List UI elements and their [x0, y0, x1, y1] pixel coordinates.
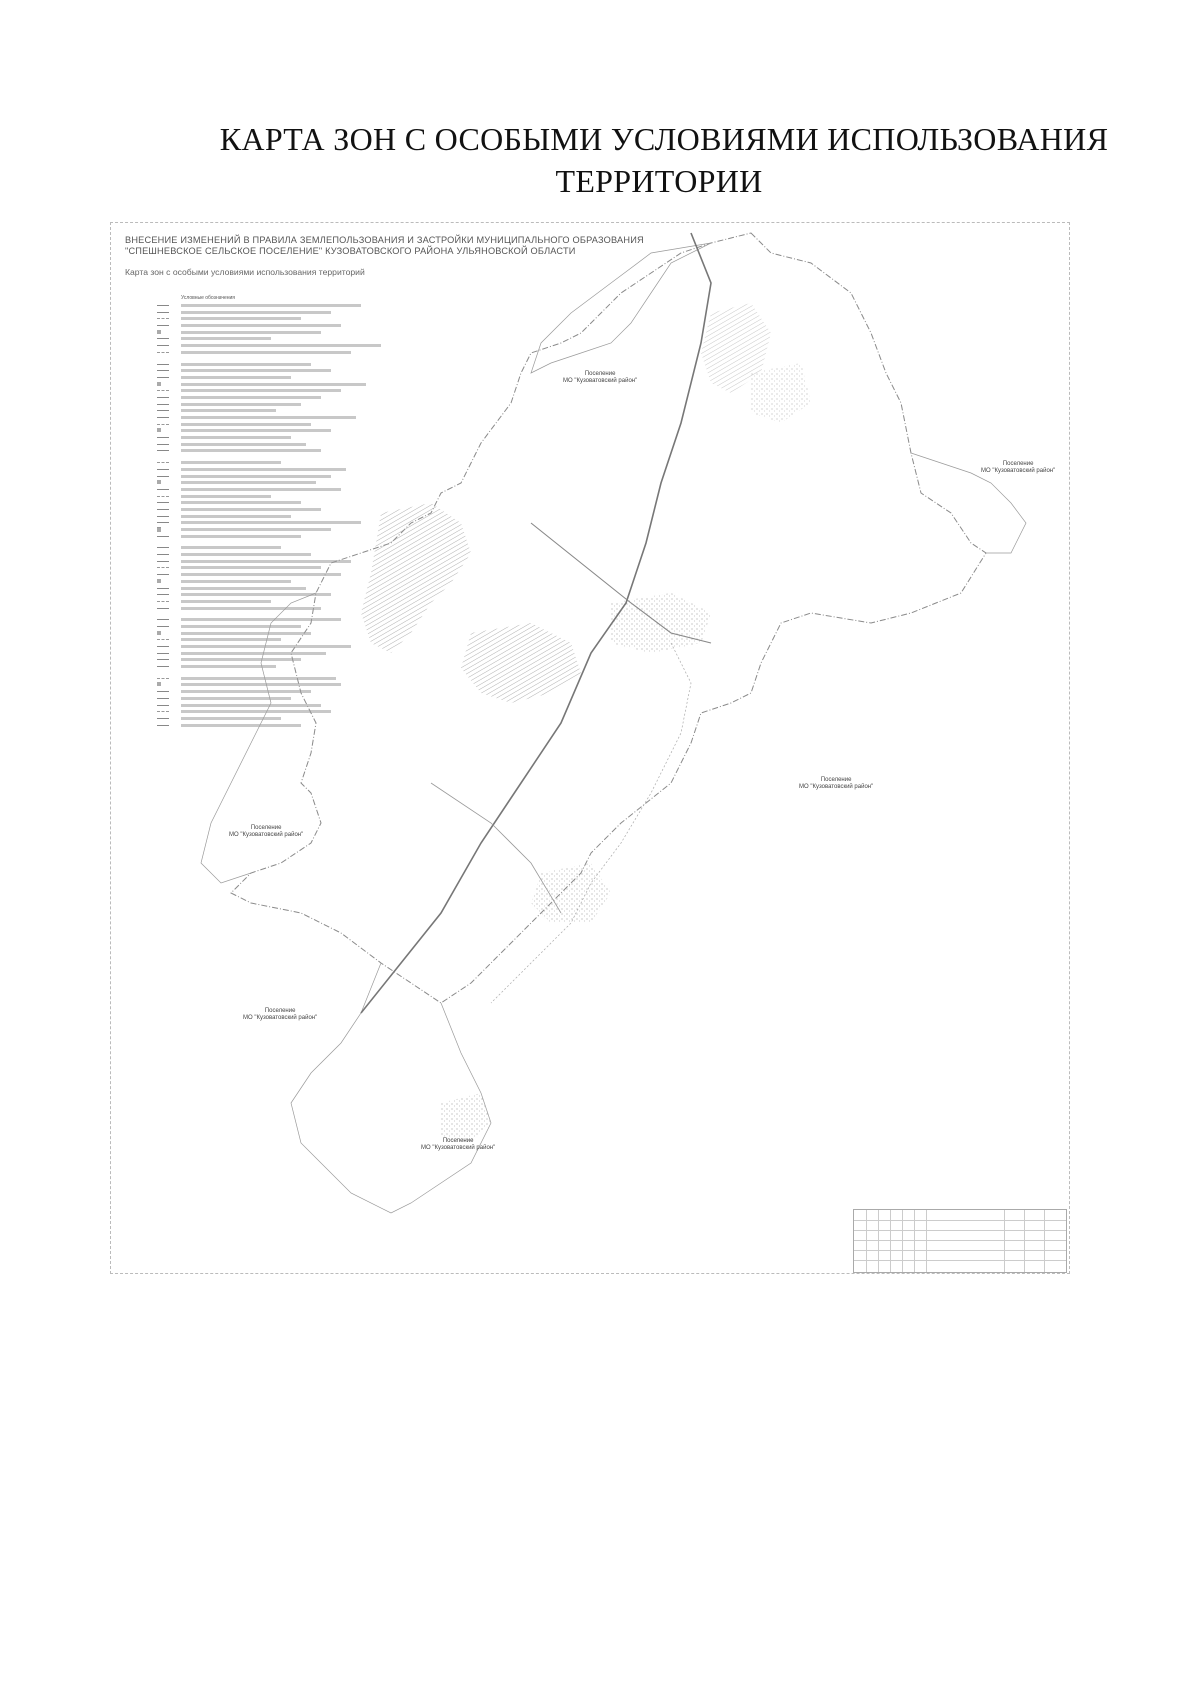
legend-row: [125, 551, 455, 558]
legend-row: [125, 715, 455, 722]
legend-symbol: [157, 653, 169, 654]
legend-text: [181, 710, 331, 713]
stamp-column-line: [878, 1210, 879, 1272]
region-label-east: Поселение МО "Кузоватовский район": [981, 461, 1056, 474]
legend-symbol: [157, 516, 169, 517]
legend-row: [125, 486, 455, 493]
legend-row: [125, 349, 455, 356]
legend-text: [181, 403, 301, 406]
legend-symbol: [157, 352, 169, 354]
legend-symbol: [157, 554, 169, 555]
legend-text: [181, 566, 321, 569]
legend-row: [125, 558, 455, 565]
legend-symbol: [157, 397, 169, 398]
legend-symbol: [157, 330, 161, 334]
legend-row: [125, 656, 455, 663]
legend-symbol: [157, 325, 169, 326]
title-line-1: КАРТА ЗОН С ОСОБЫМИ УСЛОВИЯМИ ИСПОЛЬЗОВАНИЯ: [219, 121, 1109, 157]
legend-symbol: [157, 469, 169, 470]
legend-text: [181, 573, 341, 576]
legend-symbol: [157, 476, 169, 477]
legend-symbol: [157, 410, 169, 411]
legend-row: [125, 394, 455, 401]
legend-row: [125, 636, 455, 643]
region-label-southeast: Поселение МО "Кузоватовский район": [799, 777, 874, 790]
legend-text: [181, 344, 381, 347]
legend-row: [125, 564, 455, 571]
legend-text: [181, 304, 361, 307]
legend-symbol: [157, 437, 169, 438]
legend-text: [181, 429, 331, 432]
legend-symbol: [157, 646, 169, 647]
legend-text: [181, 607, 321, 610]
stamp-row-line: [854, 1260, 1066, 1261]
legend-row: [125, 506, 455, 513]
legend-text: [181, 409, 276, 412]
region-label-north: Поселение МО "Кузоватовский район": [563, 371, 638, 384]
legend-row: [125, 309, 455, 316]
map-legend: [125, 295, 455, 728]
stamp-column-line: [1024, 1210, 1025, 1272]
legend-text: [181, 436, 291, 439]
legend-row: [125, 427, 455, 434]
legend-row: [125, 598, 455, 605]
legend-symbol: [157, 450, 169, 451]
legend-symbol: [157, 608, 169, 609]
legend-text: [181, 704, 321, 707]
stamp-row-line: [854, 1250, 1066, 1251]
legend-row: [125, 322, 455, 329]
legend-symbol: [157, 509, 169, 510]
legend-row: [125, 571, 455, 578]
legend-symbol: [157, 718, 169, 719]
legend-row: [125, 407, 455, 414]
legend-row: [125, 675, 455, 682]
legend-text: [181, 638, 281, 641]
legend-symbol: [157, 364, 169, 365]
legend-text: [181, 488, 341, 491]
legend-row: [125, 526, 455, 533]
legend-row: [125, 335, 455, 342]
legend-row: [125, 459, 455, 466]
legend-text: [181, 665, 276, 668]
legend-symbol: [157, 536, 169, 537]
legend-symbol: [157, 444, 169, 445]
legend-text: [181, 652, 326, 655]
sheet-subtitle: Карта зон с особыми условиями использования территорий: [125, 267, 365, 277]
stamp-row-line: [854, 1230, 1066, 1231]
legend-text: [181, 475, 331, 478]
sheet-header-line-2: "СПЕШНЕВСКОЕ СЕЛЬСКОЕ ПОСЕЛЕНИЕ" КУЗОВАТОВСКОГО РАЙОНА УЛЬЯНОВСКОЙ ОБЛАСТИ: [125, 246, 576, 256]
legend-row: [125, 374, 455, 381]
legend-text: [181, 383, 366, 386]
legend-row: [125, 302, 455, 309]
legend-row: [125, 499, 455, 506]
legend-symbol: [157, 417, 169, 418]
page-title: [0, 118, 1200, 202]
legend-text: [181, 376, 291, 379]
title-line-2: ТЕРРИТОРИИ: [555, 163, 763, 199]
legend-row: [125, 702, 455, 709]
legend-row: [125, 473, 455, 480]
legend-symbol: [157, 502, 169, 503]
legend-row: [125, 519, 455, 526]
legend-symbol: [157, 390, 169, 392]
legend-text: [181, 468, 346, 471]
legend-row: [125, 441, 455, 448]
legend-text: [181, 560, 351, 563]
stamp-column-line: [1044, 1210, 1045, 1272]
legend-row: [125, 447, 455, 454]
legend-row: [125, 722, 455, 729]
legend-text: [181, 508, 321, 511]
legend-text: [181, 515, 291, 518]
legend-symbol: [157, 567, 169, 569]
stamp-column-line: [914, 1210, 915, 1272]
legend-symbol: [157, 691, 169, 692]
neighbor-boundary-south: [291, 963, 491, 1213]
legend-text: [181, 580, 291, 583]
legend-row: [125, 623, 455, 630]
legend-row: [125, 643, 455, 650]
legend-text: [181, 331, 321, 334]
legend-symbol: [157, 428, 161, 432]
legend-symbol: [157, 522, 169, 523]
legend-symbol: [157, 382, 161, 386]
legend-row: [125, 605, 455, 612]
legend-row: [125, 315, 455, 322]
legend-text: [181, 618, 341, 621]
legend-row: [125, 650, 455, 657]
legend-symbol: [157, 594, 169, 595]
region-label-west: Поселение МО "Кузоватовский район": [229, 825, 304, 838]
legend-symbol: [157, 345, 169, 346]
legend-row: [125, 367, 455, 374]
village-dots-3: [441, 1093, 491, 1143]
region-label-southwest: Поселение МО "Кузоватовский район": [243, 1008, 318, 1021]
legend-text: [181, 351, 351, 354]
stamp-column-line: [926, 1210, 927, 1272]
legend-symbol: [157, 678, 169, 680]
village-dots-4: [751, 363, 811, 423]
stamp-row-line: [854, 1220, 1066, 1221]
legend-symbol: [157, 404, 169, 405]
hatched-zone-2: [461, 623, 581, 703]
legend-row: [125, 708, 455, 715]
legend-symbol: [157, 480, 161, 484]
legend-symbol: [157, 601, 169, 603]
legend-row: [125, 544, 455, 551]
legend-text: [181, 423, 311, 426]
region-label-south: Поселение МО "Кузоватовский район": [421, 1138, 496, 1151]
legend-symbol: [157, 588, 169, 589]
legend-row: [125, 578, 455, 585]
legend-text: [181, 528, 331, 531]
legend-row: [125, 513, 455, 520]
legend-symbol: [157, 305, 169, 306]
legend-text: [181, 677, 336, 680]
legend-symbol: [157, 312, 169, 313]
legend-row: [125, 414, 455, 421]
legend-row: [125, 663, 455, 670]
legend-row: [125, 387, 455, 394]
neighbor-boundary-north: [531, 243, 711, 373]
legend-row: [125, 616, 455, 623]
legend-symbol: [157, 682, 161, 686]
legend-row: [125, 585, 455, 592]
legend-text: [181, 690, 311, 693]
legend-text: [181, 697, 291, 700]
legend-symbol: [157, 659, 169, 660]
legend-row: [125, 434, 455, 441]
legend-text: [181, 535, 301, 538]
legend-row: [125, 421, 455, 428]
legend-text: [181, 521, 361, 524]
map-sheet: [110, 222, 1070, 1274]
legend-text: [181, 553, 311, 556]
legend-symbol: [157, 377, 169, 378]
legend-text: [181, 369, 331, 372]
stamp-column-line: [866, 1210, 867, 1272]
legend-row: [125, 479, 455, 486]
legend-symbol: [157, 711, 169, 713]
legend-row: [125, 493, 455, 500]
legend-text: [181, 625, 301, 628]
legend-text: [181, 449, 321, 452]
legend-symbol: [157, 639, 169, 641]
legend-text: [181, 324, 341, 327]
legend-row: [125, 361, 455, 368]
legend-row: [125, 466, 455, 473]
legend-symbol: [157, 338, 169, 339]
legend-text: [181, 658, 301, 661]
legend-text: [181, 501, 301, 504]
legend-symbol: [157, 496, 169, 498]
legend-row: [125, 533, 455, 540]
legend-text: [181, 337, 271, 340]
legend-text: [181, 389, 341, 392]
legend-text: [181, 645, 351, 648]
legend-text: [181, 683, 341, 686]
legend-text: [181, 443, 306, 446]
legend-row: [125, 329, 455, 336]
legend-symbol: [157, 370, 169, 371]
legend-text: [181, 587, 306, 590]
legend-text: [181, 600, 271, 603]
legend-row: [125, 401, 455, 408]
legend-text: [181, 363, 311, 366]
legend-text: [181, 724, 301, 727]
stamp-column-line: [890, 1210, 891, 1272]
legend-row: [125, 630, 455, 637]
legend-text: [181, 495, 271, 498]
legend-symbol: [157, 318, 169, 320]
legend-text: [181, 481, 316, 484]
legend-symbol: [157, 547, 169, 548]
legend-symbol: [157, 666, 169, 667]
legend-text: [181, 546, 281, 549]
stamp-column-line: [1004, 1210, 1005, 1272]
legend-text: [181, 311, 331, 314]
legend-symbol: [157, 725, 169, 726]
legend-text: [181, 461, 281, 464]
legend-symbol: [157, 698, 169, 699]
legend-text: [181, 593, 331, 596]
legend-text: [181, 632, 311, 635]
legend-text: [181, 416, 356, 419]
legend-symbol: [157, 574, 169, 575]
sheet-header-line-1: ВНЕСЕНИЕ ИЗМЕНЕНИЙ В ПРАВИЛА ЗЕМЛЕПОЛЬЗОВАНИЯ И ЗАСТРОЙКИ МУНИЦИПАЛЬНОГО ОБРАЗОВАНИЯ: [125, 235, 644, 245]
title-block-stamp: [853, 1209, 1067, 1273]
legend-symbol: [157, 631, 161, 635]
legend-symbol: [157, 489, 169, 490]
stamp-column-line: [902, 1210, 903, 1272]
legend-row: [125, 381, 455, 388]
legend-row: [125, 342, 455, 349]
legend-symbol: [157, 561, 169, 562]
legend-symbol: [157, 619, 169, 620]
legend-symbol: [157, 424, 169, 426]
legend-row: [125, 591, 455, 598]
legend-text: [181, 717, 281, 720]
legend-row: [125, 688, 455, 695]
legend-symbol: [157, 579, 161, 583]
legend-symbol: [157, 705, 169, 706]
legend-text: [181, 317, 301, 320]
legend-symbol: [157, 462, 169, 464]
legend-symbol: [157, 527, 161, 532]
legend-heading: Условные обозначения: [181, 295, 236, 301]
legend-symbol: [157, 626, 169, 627]
legend-row: [125, 695, 455, 702]
stamp-row-line: [854, 1240, 1066, 1241]
legend-text: [181, 396, 321, 399]
legend-row: [125, 681, 455, 688]
